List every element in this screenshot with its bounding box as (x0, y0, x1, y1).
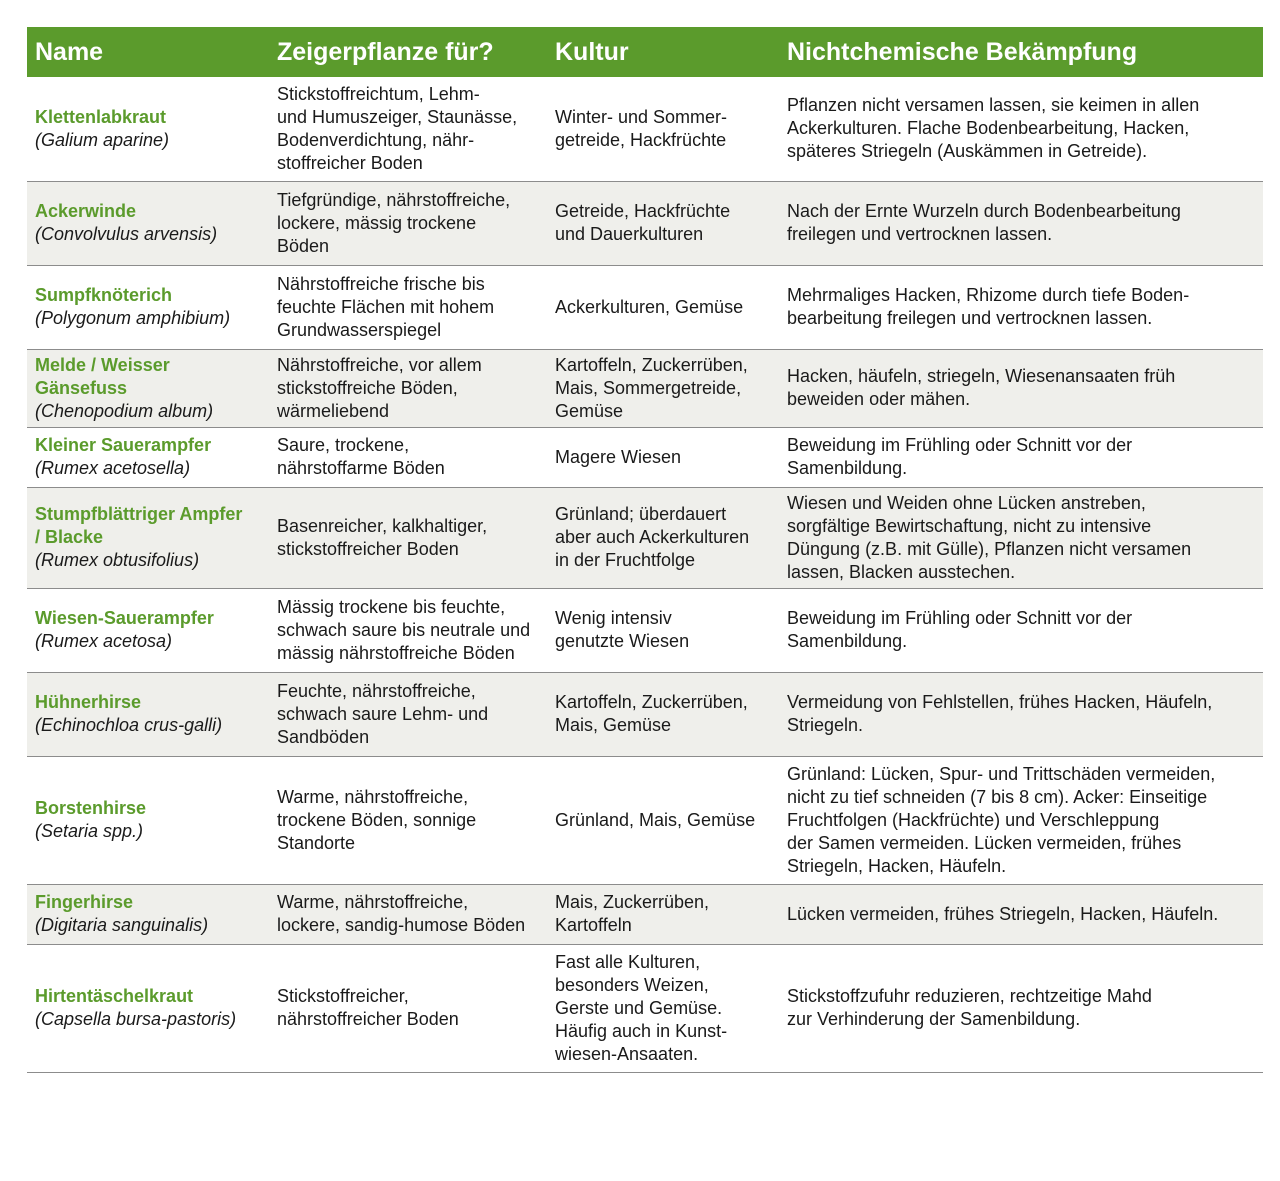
table-row (27, 884, 1263, 944)
crop-cell: Ackerkulturen, Gemüse (547, 265, 779, 349)
indicator-cell: Stickstoffreichtum, Lehm- und Humuszeiger, Staunässe, Bodenverdichtung, nähr- stoffreicher Boden (269, 77, 547, 181)
latin-name: (Echinochloa crus-galli) (35, 715, 223, 735)
plant-name: Wiesen-Sauerampfer (35, 608, 214, 628)
indicator-cell: Warme, nährstoffreiche, lockere, sandig-humose Böden (269, 884, 547, 944)
header-row (27, 27, 1263, 77)
control-cell: Vermeidung von Fehlstellen, frühes Hacken, Häufeln, Striegeln. (779, 672, 1263, 756)
latin-name: (Rumex acetosella) (35, 458, 191, 478)
indicator-cell: Nährstoffreiche, vor allem stickstoffreiche Böden, wärmeliebend (269, 349, 547, 427)
latin-name: (Chenopodium album) (35, 400, 214, 421)
table-body (27, 77, 1263, 1072)
plant-name: Sumpfknöterich (35, 285, 173, 305)
control-cell: Lücken vermeiden, frühes Striegeln, Hacken, Häufeln. (779, 884, 1263, 944)
control-cell: Mehrmaliges Hacken, Rhizome durch tiefe Boden- bearbeitung freilegen und vertrocknen lassen. (779, 265, 1263, 349)
table-row (27, 672, 1263, 756)
control-cell: Beweidung im Frühling oder Schnitt vor der Samenbildung. (779, 427, 1263, 487)
crop-cell: Grünland, Mais, Gemüse (547, 756, 779, 884)
control-cell: Grünland: Lücken, Spur- und Trittschäden vermeiden, nicht zu tief schneiden (7 bis 8 cm). Acker: Einseitige Fruchtfolgen (Hackfrüchte) und Verschleppung der Samen vermeiden. Lücken vermeiden, frühes Striegeln, Hacken, Häufeln. (779, 756, 1263, 884)
table-row (27, 265, 1263, 349)
table-row (27, 77, 1263, 181)
latin-name: (Rumex obtusifolius) (35, 550, 200, 570)
plant-name: Stumpfblättriger Ampfer / Blacke (35, 504, 243, 547)
name-cell (27, 181, 269, 265)
indicator-cell: Basenreicher, kalkhaltiger, stickstoffreicher Boden (269, 487, 547, 588)
crop-cell: Mais, Zuckerrüben, Kartoffeln (547, 884, 779, 944)
indicator-cell: Warme, nährstoffreiche, trockene Böden, sonnige Standorte (269, 756, 547, 884)
control-cell: Nach der Ernte Wurzeln durch Bodenbearbeitung freilegen und vertrocknen lassen. (779, 181, 1263, 265)
plant-name: Borstenhirse (35, 798, 147, 818)
name-cell (27, 427, 269, 487)
latin-name: (Capsella bursa-pastoris) (35, 1009, 237, 1029)
crop-cell: Kartoffeln, Zuckerrüben, Mais, Sommergetreide, Gemüse (547, 349, 779, 427)
plant-name: Kleiner Sauerampfer (35, 435, 212, 455)
indicator-cell: Saure, trockene, nährstoffarme Böden (269, 427, 547, 487)
table-row (27, 487, 1263, 588)
indicator-cell: Tiefgründige, nährstoffreiche, lockere, mässig trockene Böden (269, 181, 547, 265)
latin-name: (Polygonum amphibium) (35, 308, 231, 328)
indicator-cell: Feuchte, nährstoffreiche, schwach saure Lehm- und Sandböden (269, 672, 547, 756)
name-cell (27, 944, 269, 1072)
latin-name: (Rumex acetosa) (35, 631, 173, 651)
name-cell (27, 349, 269, 427)
name-cell (27, 672, 269, 756)
crop-cell: Wenig intensiv genutzte Wiesen (547, 588, 779, 672)
control-cell: Wiesen und Weiden ohne Lücken anstreben, sorgfältige Bewirtschaftung, nicht zu intensive Düngung (z.B. mit Gülle), Pflanzen nicht versamen lassen, Blacken ausstechen. (779, 487, 1263, 588)
control-cell: Stickstoffzufuhr reduzieren, rechtzeitige Mahd zur Verhinderung der Samenbildung. (779, 944, 1263, 1072)
plant-name: Hühnerhirse (35, 692, 142, 712)
table-row (27, 588, 1263, 672)
name-cell (27, 487, 269, 588)
plant-name: Hirtentäschelkraut (35, 986, 194, 1006)
weed-control-table (27, 27, 1263, 1073)
latin-name: (Digitaria sanguinalis) (35, 915, 209, 935)
table-row (27, 427, 1263, 487)
crop-cell: Grünland; überdauert aber auch Ackerkulturen in der Fruchtfolge (547, 487, 779, 588)
crop-cell: Fast alle Kulturen, besonders Weizen, Gerste und Gemüse. Häufig auch in Kunst- wiesen-Ansaaten. (547, 944, 779, 1072)
name-cell (27, 265, 269, 349)
name-cell (27, 588, 269, 672)
header-control: Nichtchemische Bekämpfung (779, 27, 1263, 77)
header-crop: Kultur (547, 27, 779, 77)
indicator-cell: Mässig trockene bis feuchte, schwach saure bis neutrale und mässig nährstoffreiche Böden (269, 588, 547, 672)
name-cell (27, 884, 269, 944)
crop-cell: Magere Wiesen (547, 427, 779, 487)
plant-name: Fingerhirse (35, 892, 134, 912)
plant-name: Klettenlabkraut (35, 106, 167, 127)
crop-cell: Winter- und Sommer- getreide, Hackfrüchte (547, 77, 779, 181)
table-row (27, 349, 1263, 427)
table-row (27, 944, 1263, 1072)
crop-cell: Getreide, Hackfrüchte und Dauerkulturen (547, 181, 779, 265)
latin-name: (Convolvulus arvensis) (35, 224, 218, 244)
name-cell (27, 77, 269, 181)
crop-cell: Kartoffeln, Zuckerrüben, Mais, Gemüse (547, 672, 779, 756)
plant-name: Melde / Weisser Gänsefuss (35, 354, 170, 398)
control-cell: Pflanzen nicht versamen lassen, sie keimen in allen Ackerkulturen. Flache Bodenbearbeitung, Hacken, späteres Striegeln (Auskämmen in Getreide). (779, 77, 1263, 181)
table-header (27, 27, 1263, 77)
header-name: Name (27, 27, 269, 77)
plant-name: Ackerwinde (35, 201, 137, 221)
table-row (27, 181, 1263, 265)
control-cell: Hacken, häufeln, striegeln, Wiesenansaaten früh beweiden oder mähen. (779, 349, 1263, 427)
control-cell: Beweidung im Frühling oder Schnitt vor der Samenbildung. (779, 588, 1263, 672)
latin-name: (Galium aparine) (35, 129, 170, 150)
indicator-cell: Nährstoffreiche frische bis feuchte Flächen mit hohem Grundwasserspiegel (269, 265, 547, 349)
name-cell (27, 756, 269, 884)
header-indicator: Zeigerpflanze für? (269, 27, 547, 77)
indicator-cell: Stickstoffreicher, nährstoffreicher Boden (269, 944, 547, 1072)
latin-name: (Setaria spp.) (35, 821, 144, 841)
table-row (27, 756, 1263, 884)
